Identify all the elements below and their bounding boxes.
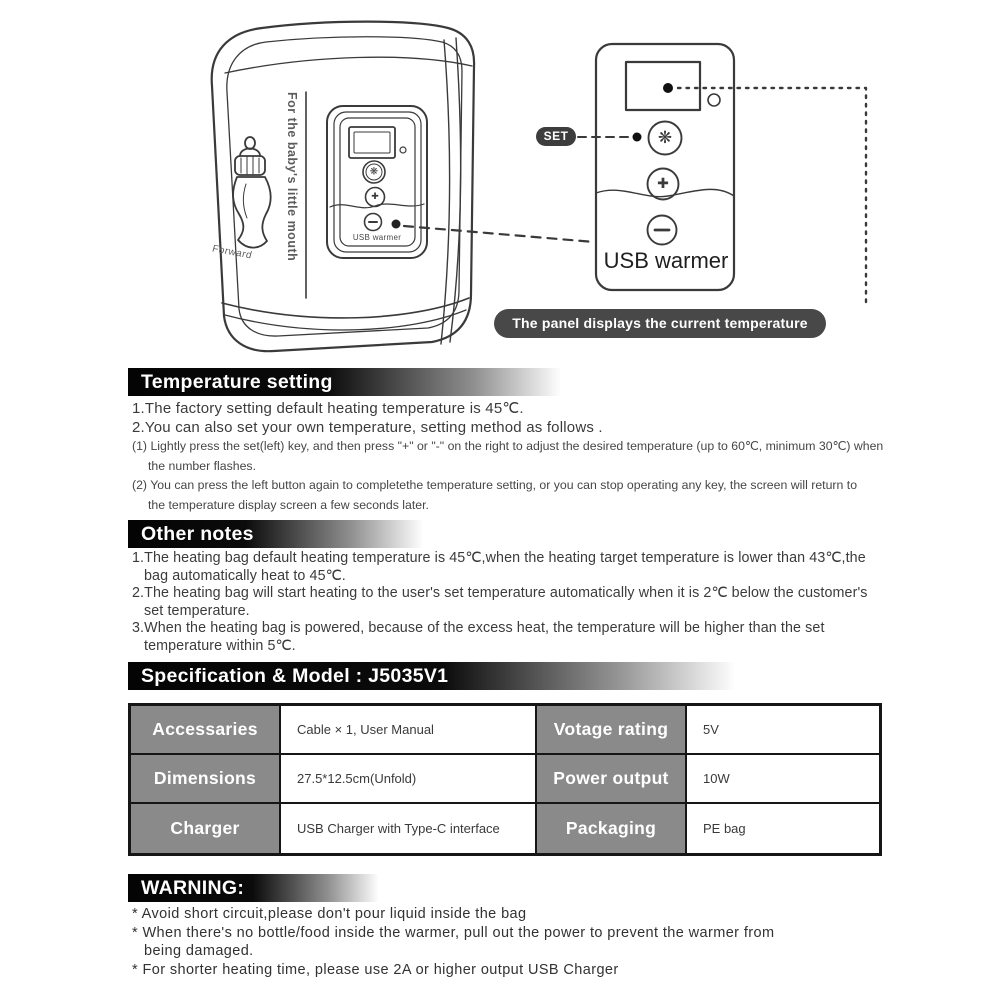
section-header-warning: WARNING:: [128, 874, 378, 902]
spec-value-power-output: 10W: [687, 755, 879, 804]
section-header-specification: Specification & Model : J5035V1: [128, 662, 734, 690]
panel-callout-bubble: The panel displays the current temperature: [494, 309, 826, 338]
spec-label-packaging: Packaging: [537, 804, 687, 853]
plus-icon: ✚: [657, 176, 669, 192]
section-header-other-notes: Other notes: [128, 520, 422, 548]
spec-value-dimensions: 27.5*12.5cm(Unfold): [281, 755, 537, 804]
product-diagram: [0, 0, 1001, 362]
note-line: temperature within 5℃.: [144, 637, 296, 654]
note-line: 1.The heating bag default heating temperature is 45℃,when the heating target temperature is lower than 43℃,the: [132, 550, 866, 566]
warning-line: * When there's no bottle/food inside the warmer, pull out the power to prevent the warmer from: [132, 924, 775, 941]
display-callout-dot: [663, 83, 673, 93]
note-line: set temperature.: [144, 602, 250, 619]
warning-text: [132, 905, 892, 979]
bag-brand-text: Forward: [210, 243, 254, 262]
spec-label-dimensions: Dimensions: [131, 755, 281, 804]
spec-value-votage-rating: 5V: [687, 706, 879, 755]
spec-label-accessaries: Accessaries: [131, 706, 281, 755]
warning-line: * Avoid short circuit,please don't pour liquid inside the bag: [132, 906, 527, 922]
temperature-line: the number flashes.: [148, 458, 257, 473]
snowflake-icon: ❋: [369, 166, 379, 178]
device-name-label: USB warmer: [603, 248, 729, 273]
temperature-line: (1) Lightly press the set(left) key, and then press "+" or "-" on the right to adjust the desired temperature (up to 60℃, minimum 30℃) when: [132, 439, 884, 453]
warning-line: * For shorter heating time, please use 2A or higher output USB Charger: [132, 961, 619, 978]
temperature-setting-text: [132, 399, 892, 515]
specification-table: [128, 703, 882, 856]
spec-value-packaging: PE bag: [687, 804, 879, 853]
temperature-line: 1.The factory setting default heating temperature is 45℃.: [132, 400, 524, 417]
warning-line: being damaged.: [144, 943, 254, 960]
bag-set-button: [363, 161, 385, 183]
spec-label-power-output: Power output: [537, 755, 687, 804]
section-header-temperature-setting: Temperature setting: [128, 368, 560, 396]
temperature-line: (2) You can press the left button again to completethe temperature setting, or you can stop operating any key, the screen will return to: [132, 478, 858, 492]
note-line: 3.When the heating bag is powered, because of the excess heat, the temperature will be higher than the set: [132, 620, 825, 636]
set-pointer-dot: [633, 133, 642, 142]
spec-label-charger: Charger: [131, 804, 281, 853]
set-key-tag: SET: [536, 127, 576, 146]
note-line: 2.The heating bag will start heating to the user's set temperature automatically when it is 2℃ below the customer's: [132, 585, 868, 601]
bag-vertical-slogan: For the baby's little mouth: [285, 92, 299, 262]
bag-panel-label: USB warmer: [352, 233, 402, 242]
temperature-line: the temperature display screen a few seconds later.: [148, 497, 429, 512]
spec-value-accessaries: Cable × 1, User Manual: [281, 706, 537, 755]
spec-label-votage-rating: Votage rating: [537, 706, 687, 755]
bag-panel-callout-dot: [392, 220, 401, 229]
note-line: bag automatically heat to 45℃.: [144, 567, 346, 584]
snowflake-icon: ❋: [657, 128, 673, 148]
other-notes-text: [132, 550, 892, 655]
plus-icon: ✚: [371, 192, 379, 202]
spec-value-charger: USB Charger with Type-C interface: [281, 804, 537, 853]
temperature-line: 2.You can also set your own temperature, setting method as follows .: [132, 419, 603, 436]
